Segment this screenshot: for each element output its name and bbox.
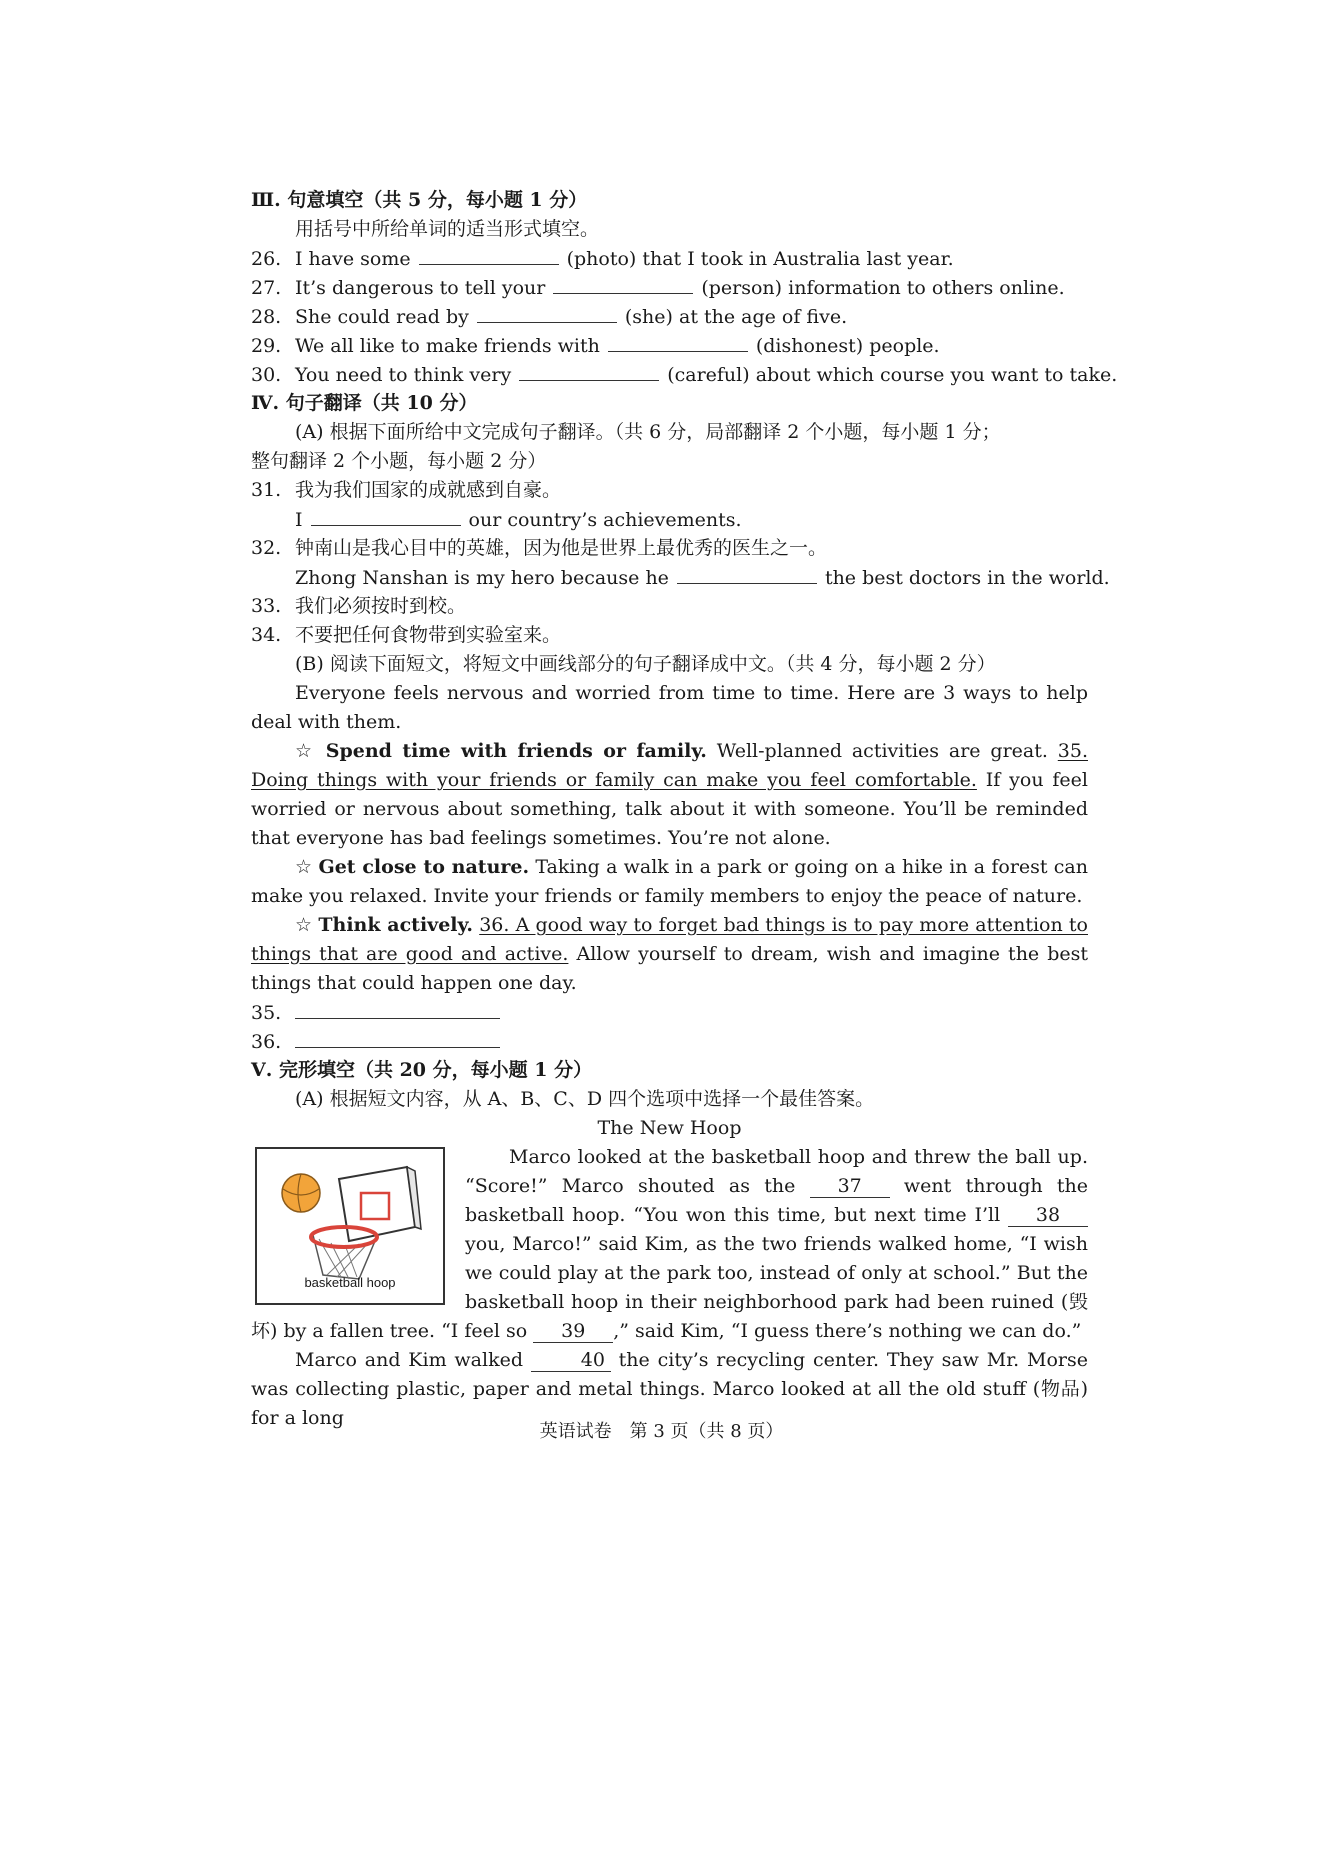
- question-text: (person) information to others online.: [701, 277, 1065, 299]
- section-3-title: Ⅲ. 句意填空（共 5 分，每小题 1 分）: [251, 189, 588, 211]
- star-icon: ☆: [295, 914, 313, 936]
- tip-text: Taking a walk in a park or going on a hike in a forest can make you relaxed. Invite your friends or family members to enjoy the peace of nature.: [251, 856, 1088, 907]
- question-text: She could read by: [295, 306, 469, 328]
- question-31-english: [251, 505, 1088, 534]
- underlined-sentence-36: 36. A good way to forget bad things is to pay more attention to things that are good and active.: [251, 914, 1088, 965]
- question-number: 30.: [251, 364, 282, 386]
- answer-blank[interactable]: [677, 563, 817, 584]
- question-number: 32.: [251, 537, 282, 559]
- answer-line-35: [251, 998, 1088, 1027]
- question-text: our country’s achievements.: [468, 509, 742, 531]
- question-32-chinese: [251, 534, 1088, 563]
- story-text: Marco and Kim walked: [295, 1349, 524, 1371]
- question-number: 29.: [251, 335, 282, 357]
- question-31-chinese: [251, 476, 1088, 505]
- answer-blank[interactable]: [295, 1027, 500, 1048]
- question-text: the best doctors in the world.: [824, 567, 1110, 589]
- question-27: [251, 273, 1088, 302]
- page-content: [251, 186, 1118, 1433]
- story-text: you, Marco!” said Kim, as the two friends walked home, “I wish we could play at the park too, instead of only at school.” But the basketball hoop in their neighborhood park had been ruined (毁坏) by a fallen tree. “I feel so: [251, 1233, 1088, 1342]
- answer-blank[interactable]: [608, 331, 748, 352]
- question-chinese-text: 不要把任何食物带到实验室来。: [295, 624, 562, 646]
- section-4-part-a-instruction-cont: 整句翻译 2 个小题，每小题 2 分）: [251, 450, 547, 472]
- section-5-part-a-instruction: (A) 根据短文内容，从 A、B、C、D 四个选项中选择一个最佳答案。: [295, 1088, 875, 1110]
- tip-heading: Spend time with friends or family.: [325, 740, 707, 762]
- image-caption: basketball hoop: [304, 1275, 396, 1290]
- answer-blank[interactable]: [419, 244, 559, 265]
- question-text: (dishonest) people.: [755, 335, 940, 357]
- question-28: [251, 302, 1088, 331]
- question-26: [251, 244, 1088, 273]
- story-paragraph-1: [251, 1143, 1088, 1346]
- question-33: [251, 592, 1088, 621]
- section-3-instruction: 用括号中所给单词的适当形式填空。: [295, 218, 600, 240]
- question-34: [251, 621, 1088, 650]
- section-4-title: Ⅳ. 句子翻译（共 10 分）: [251, 392, 478, 414]
- star-icon: ☆: [295, 740, 316, 762]
- question-text: I have some: [295, 248, 411, 270]
- answer-line-36: [251, 1027, 1088, 1056]
- question-chinese-text: 我们必须按时到校。: [295, 595, 467, 617]
- answer-blank[interactable]: [311, 505, 461, 526]
- tip-text: If you feel worried or nervous about something, talk about it with someone. You’ll be reminded that everyone has bad feelings sometimes. You’re not alone.: [251, 769, 1088, 849]
- question-number: 34.: [251, 624, 282, 646]
- question-number: 28.: [251, 306, 282, 328]
- question-text: I: [295, 509, 303, 531]
- page-footer: 英语试卷 第 3 页（共 8 页）: [539, 1421, 784, 1442]
- question-number: 31.: [251, 479, 282, 501]
- question-chinese-text: 钟南山是我心目中的英雄，因为他是世界上最优秀的医生之一。: [295, 537, 828, 559]
- cloze-blank-37[interactable]: 37: [810, 1175, 890, 1198]
- answer-blank[interactable]: [295, 998, 500, 1019]
- tip-text: Allow yourself to dream, wish and imagine the best things that could happen one day.: [251, 943, 1088, 994]
- basketball-hoop-image: [255, 1147, 445, 1305]
- tip-heading: Think actively.: [318, 914, 473, 936]
- question-text: It’s dangerous to tell your: [295, 277, 546, 299]
- question-text: (photo) that I took in Australia last year.: [566, 248, 954, 270]
- passage-intro: Everyone feels nervous and worried from time to time. Here are 3 ways to help deal with them.: [251, 682, 1088, 733]
- question-text: You need to think very: [295, 364, 512, 386]
- section-4-part-b-instruction: (B) 阅读下面短文，将短文中画线部分的句子翻译成中文。（共 4 分，每小题 2 分）: [295, 653, 996, 675]
- section-4-part-a-instruction: (A) 根据下面所给中文完成句子翻译。（共 6 分，局部翻译 2 个小题，每小题 1 分；: [295, 421, 1001, 443]
- question-text: We all like to make friends with: [295, 335, 600, 357]
- question-number: 26.: [251, 248, 282, 270]
- question-text: Zhong Nanshan is my hero because he: [295, 567, 669, 589]
- story-text: ,” said Kim, “I guess there’s nothing we can do.”: [613, 1320, 1082, 1342]
- story-title: The New Hoop: [597, 1117, 742, 1139]
- question-text: (careful) about which course you want to take.: [667, 364, 1118, 386]
- story-text: the city’s recycling center. They saw Mr. Morse was collecting plastic, paper and metal things. Marco looked at all the old stuff (物品) for a long: [251, 1349, 1089, 1429]
- question-number: 36.: [251, 1031, 282, 1053]
- question-30: [251, 360, 1118, 389]
- passage-tip-3: [251, 911, 1088, 998]
- story-text: went through the basketball hoop. “You won this time, but next time I’ll: [465, 1175, 1088, 1226]
- question-32-english: [251, 563, 1110, 592]
- question-text: (she) at the age of five.: [624, 306, 848, 328]
- tip-heading: Get close to nature.: [318, 856, 530, 878]
- star-icon: ☆: [295, 856, 313, 878]
- passage-tip-1: [251, 737, 1088, 853]
- answer-blank[interactable]: [477, 302, 617, 323]
- question-number: 27.: [251, 277, 282, 299]
- passage-tip-2: [251, 853, 1088, 911]
- question-chinese-text: 我为我们国家的成就感到自豪。: [295, 479, 562, 501]
- tip-text: Well-planned activities are great.: [716, 740, 1048, 762]
- section-5-title: Ⅴ. 完形填空（共 20 分，每小题 1 分）: [251, 1059, 593, 1081]
- story-text: Marco looked at the basketball hoop and threw the ball up. “Score!” Marco shouted as the: [465, 1146, 1088, 1197]
- cloze-blank-39[interactable]: 39: [533, 1320, 613, 1343]
- cloze-blank-38[interactable]: 38: [1008, 1204, 1088, 1227]
- question-number: 35.: [251, 1002, 282, 1024]
- cloze-blank-40[interactable]: 40: [531, 1349, 611, 1372]
- question-29: [251, 331, 1088, 360]
- answer-blank[interactable]: [553, 273, 693, 294]
- question-number: 33.: [251, 595, 282, 617]
- underlined-sentence-35: 35. Doing things with your friends or family can make you feel comfortable.: [251, 740, 1088, 791]
- answer-blank[interactable]: [519, 360, 659, 381]
